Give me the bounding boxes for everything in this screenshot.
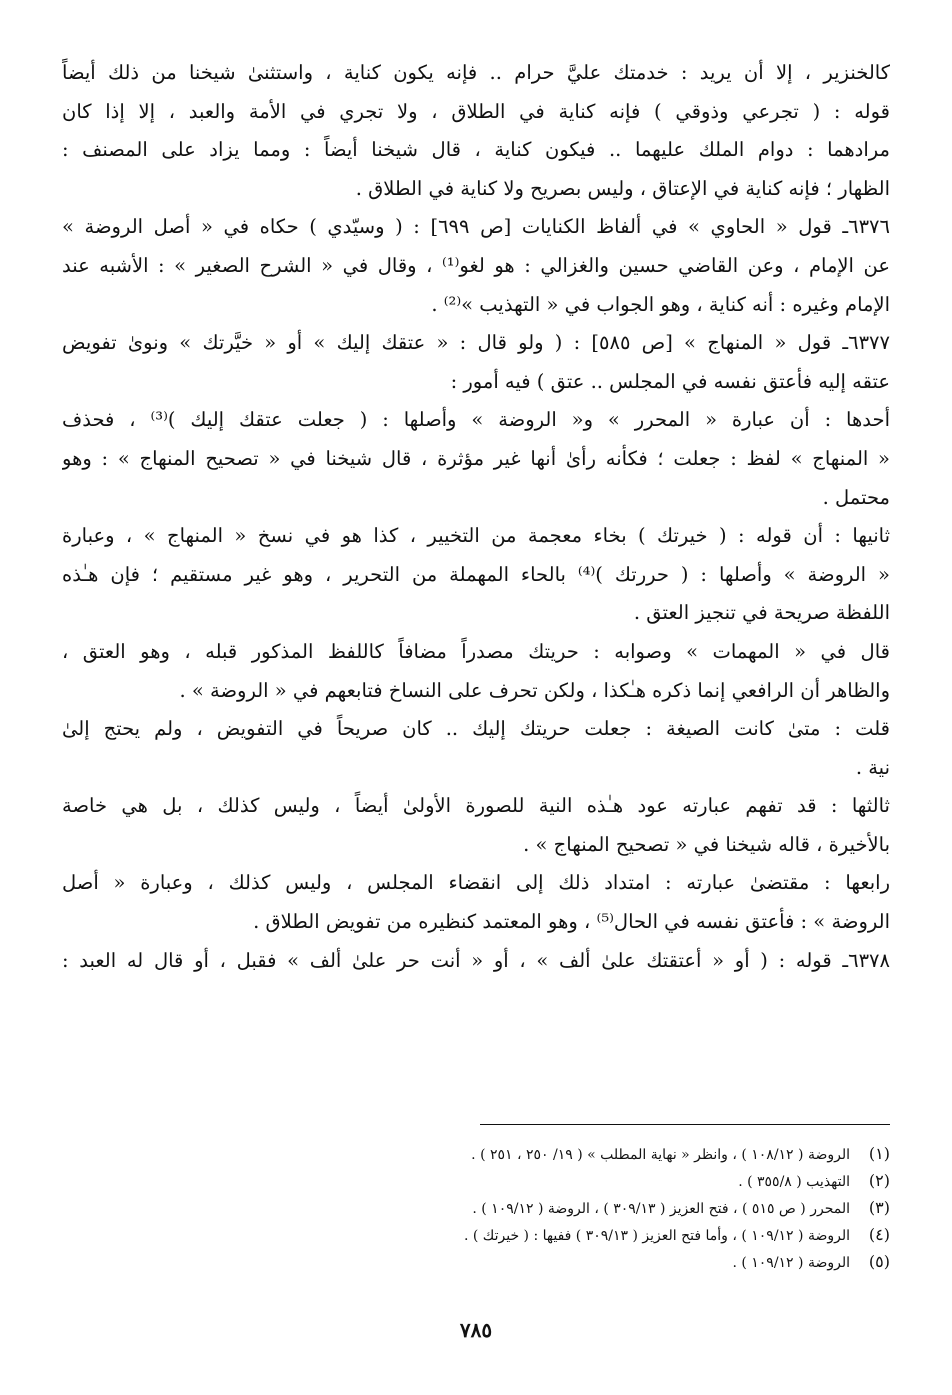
text-line: محتمل .: [822, 485, 890, 509]
text-line: « الروضة » وأصلها : ( حررتك )⁽⁴⁾ بالحاء المهملة من التحرير ، وهو غير مستقيم ؛ فإن هـٰذه: [62, 562, 890, 586]
footnote: [180, 1167, 890, 1194]
text-line: ٦٣٧٦ـ قول « الحاوي » في ألفاظ الكنايات [ص ٦٩٩] : ( وسيّدي ) حكاه في « أصل الروضة »: [62, 215, 890, 239]
text-line: الإمام وغيره : أنه كناية ، وهو الجواب في « التهذيب »⁽²⁾ .: [431, 292, 890, 316]
footnote-number: (١): [868, 1144, 890, 1163]
text-line: ثالثها : قد تفهم عبارته عود هـٰذه النية للصورة الأولىٰ أيضاً ، وليس كذلك ، بل هي خاصة: [62, 794, 890, 818]
text-line: أحدها : أن عبارة « المحرر » و« الروضة » وأصلها : ( جعلت عتقك إليك )⁽³⁾ ، فحذف: [62, 408, 890, 432]
text-line: « المنهاج » لفظ : جعلت ؛ فكأنه رأىٰ أنها غير مؤثرة ، قال شيخنا في « تصحيح المنهاج » : وهو: [62, 446, 890, 470]
footnote-text: التهذيب ( ٣٥٥/٨ ) .: [738, 1174, 850, 1190]
text-line: قلت : متىٰ كانت الصيغة : جعلت حريتك إليك .. كان صريحاً في التفويض ، ولم يحتج إلىٰ: [62, 717, 890, 741]
text-line: الروضة » : فأعتق نفسه في الحال⁽⁵⁾ ، وهو المعتمد كنظيره من تفويض الطلاق .: [253, 910, 890, 934]
footnote-number: (٥): [868, 1252, 890, 1271]
footnote: [180, 1194, 890, 1221]
footnote-number: (٣): [868, 1198, 890, 1217]
text-line: ثانيها : أن قوله : ( خيرتك ) بخاء معجمة من التخيير ، كذا هو في نسخ « المنهاج » ، وعبارة: [62, 524, 890, 548]
text-line: ٦٣٧٧ـ قول « المنهاج » [ص ٥٨٥] : ( ولو قال : « عتقك إليك » أو « خيَّرتك » ونوىٰ تفويض: [62, 331, 890, 355]
footnote-text: الروضة ( ١٠٩/١٢ ) .: [732, 1255, 850, 1271]
text-line: والظاهر أن الرافعي إنما ذكره هـٰكذا ، ولكن تحرف على النساخ فتابعهم في « الروضة » .: [179, 678, 890, 702]
footnote-number: (٢): [868, 1171, 890, 1190]
text-line: الظهار ؛ فإنه كناية في الإعتاق ، وليس بصريح ولا كناية في الطلاق .: [355, 176, 890, 200]
footnote-text: المحرر ( ص ٥١٥ ) ، فتح العزيز ( ٣٠٩/١٣ ) ، الروضة ( ١٠٩/١٢ ) .: [472, 1201, 850, 1217]
main-text-block: [62, 54, 890, 980]
text-line: عتقه إليه فأعتق نفسه في المجلس .. عتق ) فيه أمور :: [450, 369, 890, 393]
text-line: نية .: [855, 755, 890, 779]
text-line: قوله : ( تجرعي وذوقي ) فإنه كناية في الطلاق ، ولا تجري في الأمة والعبد ، إلا إذا كان: [62, 99, 890, 123]
footnote-text: الروضة ( ١٠٩/١٢ ) ، وأما فتح العزيز ( ٣٠٩/١٣ ) ففيها : ( خيرتك ) .: [463, 1228, 850, 1244]
footnote: [180, 1248, 890, 1275]
text-line: عن الإمام ، وعن القاضي حسين والغزالي : هو لغو⁽¹⁾ ، وقال في « الشرح الصغير » : الأشبه عند: [62, 253, 890, 277]
text-line: كالخنزير ، إلا أن يريد : خدمتك عليَّ حرام .. فإنه يكون كناية ، واستثنىٰ شيخنا من ذلك أيضاً: [62, 61, 890, 84]
footnote-separator: [480, 1124, 890, 1125]
text-line: ٦٣٧٨ـ قوله : ( أو « أعتقتك علىٰ ألف » ، أو « أنت حر علىٰ ألف » فقبل ، أو قال له العبد :: [62, 948, 890, 972]
footnote: [180, 1140, 890, 1167]
text-line: اللفظة صريحة في تنجيز العتق .: [633, 601, 890, 625]
footnotes-block: [180, 1140, 890, 1275]
footnote: [180, 1221, 890, 1248]
text-line: قال في « المهمات » وصوابه : حريتك مصدراً مضافاً كاللفظ المذكور قبله ، وهو العتق ،: [62, 639, 890, 663]
text-line: بالأخيرة ، قاله شيخنا في « تصحيح المنهاج » .: [523, 832, 890, 856]
page-number: ٧٨٥: [459, 1318, 493, 1342]
footnote-text: الروضة ( ١٠٨/١٢ ) ، وانظر « نهاية المطلب » ( ١٩/ ٢٥٠ ، ٢٥١ ) .: [471, 1147, 850, 1163]
text-line: مرادهما : دوام الملك عليهما .. فيكون كناية ، قال شيخنا أيضاً : ومما يزاد على المصنف :: [62, 138, 890, 162]
footnote-number: (٤): [868, 1225, 890, 1244]
text-line: رابعها : مقتضىٰ عبارته : امتداد ذلك إلى انقضاء المجلس ، وليس كذلك ، وعبارة « أصل: [62, 871, 890, 895]
